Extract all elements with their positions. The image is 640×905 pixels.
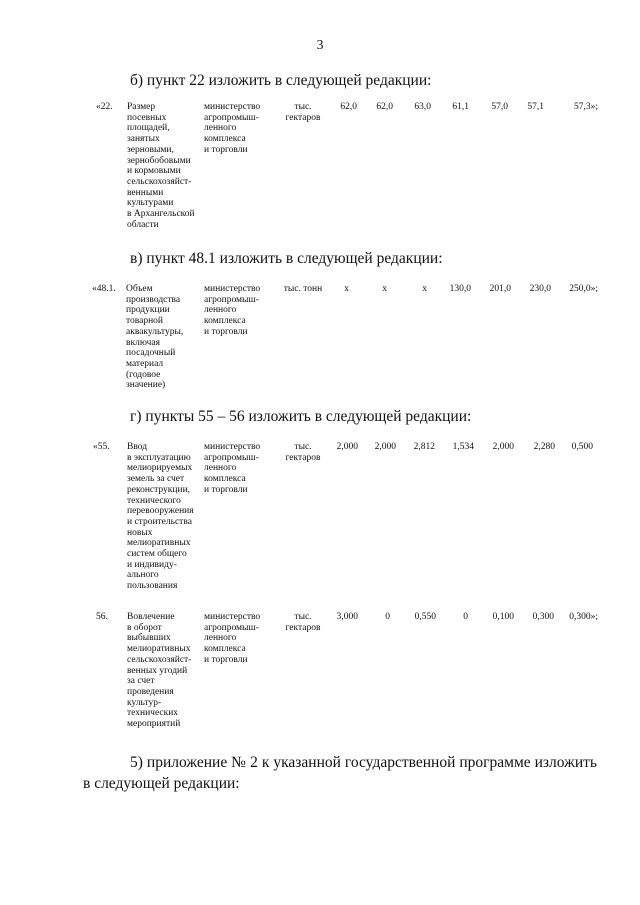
value-cell: 63,0	[414, 102, 431, 112]
value-cell: 0,500	[571, 442, 593, 452]
value-cell: 250,0»;	[569, 284, 598, 294]
closing-paragraph: 5) приложение № 2 к указанной государственной программе изложить в следующей редакции:	[83, 754, 597, 792]
unit-of-measure: тыс. гектаров	[285, 102, 321, 123]
row-number: «55.	[93, 442, 110, 452]
indicator-name: Объем производства продукции товарной аквакультуры, включая посадочный материал (годовое значение)	[126, 284, 184, 391]
values-row	[328, 102, 598, 114]
value-cell: 2,000	[374, 442, 396, 452]
heading-item-22: б) пункт 22 изложить в следующей редакции:	[130, 72, 432, 89]
value-cell: х	[344, 284, 349, 294]
row-number: «22.	[96, 102, 113, 112]
value-cell: 2,812	[413, 442, 435, 452]
value-cell: 0,300»;	[569, 612, 598, 622]
heading-item-48-1: в) пункт 48.1 изложить в следующей редакции:	[130, 250, 443, 267]
value-cell: 0,550	[414, 612, 436, 622]
value-cell: х	[422, 284, 427, 294]
unit-of-measure: тыс. тонн	[283, 284, 323, 294]
unit-of-measure: тыс. гектаров	[285, 442, 321, 463]
unit-of-measure: тыс. гектаров	[285, 612, 321, 633]
value-cell: 2,000	[336, 442, 358, 452]
value-cell: 2,000	[492, 442, 514, 452]
value-cell: 62,0	[376, 102, 393, 112]
value-cell: 230,0	[529, 284, 551, 294]
value-cell: 0,100	[492, 612, 514, 622]
responsible-org: министерство агропромыш- ленного комплекса и торговли	[204, 102, 261, 155]
responsible-org: министерство агропромыш- ленного комплекса и торговли	[204, 612, 261, 665]
value-cell: 57,1	[527, 102, 544, 112]
value-cell: 3,000	[336, 612, 358, 622]
value-cell: 61,1	[452, 102, 469, 112]
value-cell: 130,0	[449, 284, 471, 294]
responsible-org: министерство агропромыш- ленного комплекса и торговли	[204, 442, 261, 495]
values-row	[328, 442, 598, 454]
value-cell: 2,280	[533, 442, 555, 452]
value-cell: 57,0	[491, 102, 508, 112]
values-row	[328, 284, 598, 296]
value-cell: 0	[385, 612, 390, 622]
heading-items-55-56: г) пункты 55 – 56 изложить в следующей редакции:	[130, 408, 472, 425]
value-cell: 201,0	[489, 284, 511, 294]
indicator-name: Размер посевных площадей, занятых зерновыми, зернобобовыми и кормовыми сельскохозяйст- венными культурами в Архангельской области	[127, 102, 195, 230]
row-number: «48.1.	[92, 284, 116, 294]
value-cell: 0,300	[532, 612, 554, 622]
responsible-org: министерство агропромыш- ленного комплекса и торговли	[204, 284, 261, 337]
value-cell: 62,0	[340, 102, 357, 112]
values-row	[328, 612, 598, 624]
value-cell: 57,3»;	[573, 102, 598, 112]
page-number: 3	[316, 38, 324, 53]
indicator-name: Ввод в эксплуатацию мелиорируемых земель за счет реконструкции, технического перевооружения и строительства новых мелиоративных систем общего и индивиду- ального пользования	[127, 442, 194, 592]
row-number: 56.	[96, 612, 108, 622]
value-cell: 1,534	[452, 442, 474, 452]
indicator-name: Вовлечение в оборот выбывших мелиоративных сельскохозяйст- венных угодий за счет проведения культур- технических мероприятий	[127, 612, 192, 730]
value-cell: х	[382, 284, 387, 294]
value-cell: 0	[463, 612, 468, 622]
